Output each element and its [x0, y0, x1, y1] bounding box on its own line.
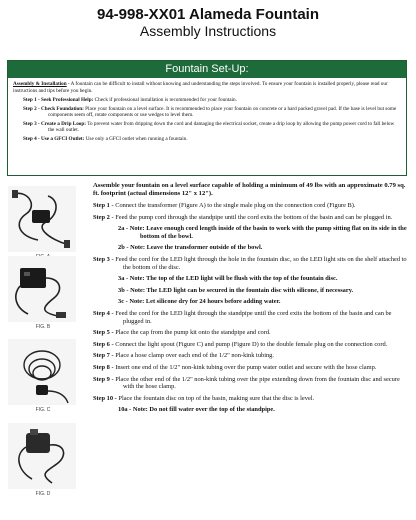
- figure-d: [8, 423, 78, 497]
- assembly-step: [93, 202, 409, 210]
- connection-cord-image: [8, 256, 76, 322]
- assembly-step-number: Step 8 -: [93, 363, 114, 371]
- light-spout-image: [8, 339, 76, 405]
- setup-box: [7, 60, 407, 176]
- setup-step-label: Step 3 - Create a Drip Loop:: [23, 120, 87, 127]
- assembly-step-text: Place the fountain disc on top of the basin, making sure that the disc is level.: [116, 394, 315, 402]
- setup-step-1: [23, 97, 401, 104]
- setup-intro: [13, 81, 401, 94]
- assembly-step-text: Insert one end of the 1/2" non-kink tubing over the pump water outlet and secure with the hose clamp.: [113, 363, 377, 371]
- assembly-step: [93, 376, 409, 391]
- assembly-step-text: Feed the pump cord through the standpipe until the cord exits the bottom of the basin and can be plugged in.: [113, 213, 393, 221]
- setup-step-3: [23, 121, 401, 134]
- assembly-step: [93, 395, 409, 403]
- setup-body: [8, 78, 406, 142]
- assembly-step-number: Step 7 -: [93, 352, 114, 360]
- document-header: [0, 6, 416, 40]
- setup-step-label: Step 1 - Seek Professional Help:: [23, 97, 94, 103]
- assembly-step: [93, 364, 409, 372]
- assembly-step-text: Place the cap from the pump kit onto the standpipe and cord.: [113, 329, 271, 337]
- assembly-step-text: Feed the cord for the LED light through the standpipe until the cord exits the bottom of the basin and can be plugged in.: [113, 309, 392, 325]
- assembly-step: [93, 310, 409, 325]
- assembly-step-text: Place the other end of the 1/2" non-kink tubing over the pipe extending down from the fountain disc and secure with the hose clamp.: [113, 375, 400, 391]
- assembly-step-number: Step 5 -: [93, 329, 114, 337]
- assembly-step-number: Step 3 -: [93, 255, 114, 263]
- assembly-step-number: Step 2 -: [93, 213, 114, 221]
- assembly-step-text: Connect the light spout (Figure C) and pump (Figure D) to the double female plug on the connection cord.: [113, 340, 388, 348]
- setup-intro-label: Assembly & Installation: [13, 81, 67, 87]
- setup-step-text: Use only a GFCI outlet when running a fountain.: [84, 135, 188, 142]
- assembly-step: [93, 329, 409, 337]
- figure-c-caption: FIG. C: [35, 407, 51, 413]
- setup-step-text: Place your fountain on a level surface. It is recommended to place your fountain on concrete or a hard packed gravel pad. If the base is level but some components seem off, rotate components or use wedges to level them.: [48, 105, 397, 118]
- figure-d-caption: FIG. D: [35, 491, 51, 497]
- assembly-step-number: Step 10 -: [93, 394, 117, 402]
- figure-b-caption: FIG. B: [35, 324, 51, 330]
- setup-step-2: [23, 106, 401, 119]
- assembly-step: [93, 341, 409, 349]
- assembly-note: 3a - Note: The top of the LED light will be flush with the top of the fountain disc.: [118, 275, 338, 283]
- assembly-step: [93, 256, 409, 271]
- pump-image: [8, 423, 76, 489]
- setup-step-label: Step 2 - Check Foundation:: [23, 105, 84, 112]
- assembly-step: [93, 352, 409, 360]
- assembly-note: 3c - Note: Let silicone dry for 24 hours before adding water.: [118, 298, 281, 306]
- assembly-step: [93, 214, 409, 222]
- setup-intro-text: - A fountain can be difficult to install without knowing and understanding the steps involved. To ensure your fountain is installed properly, please read our instructions and tips before you begin.: [13, 81, 388, 94]
- figure-c: [8, 339, 78, 413]
- setup-step-4: [23, 136, 401, 143]
- assembly-note: 2a - Note: Leave enough cord length inside of the basin to work with the pump sitting flat on its side in the bottom of the bowl.: [118, 225, 407, 240]
- assembly-step-number: Step 4 -: [93, 309, 114, 317]
- setup-step-text: To prevent water from dripping down the cord and damaging the electrical socket, create a drip loop by allowing the pump power cord to fall below the wall outlet.: [48, 120, 395, 133]
- assembly-note: 3b - Note: The LED light can be secured in the fountain disc with silicone, if necessary.: [118, 286, 354, 294]
- document-subtitle: Assembly Instructions: [139, 23, 277, 39]
- assembly-step-number: Step 9 -: [93, 375, 114, 383]
- assembly-note: 2b - Note: Leave the transformer outside of the bowl.: [118, 244, 263, 252]
- assembly-note: 10a - Note: Do not fill water over the top of the standpipe.: [118, 406, 275, 414]
- figure-b: [8, 256, 78, 330]
- assembly-step-number: Step 6 -: [93, 340, 114, 348]
- assembly-step-text: Feed the cord for the LED light through the hole in the fountain disc, so the LED light sits on the shelf attached to the bottom of the disc.: [113, 255, 407, 271]
- setup-heading: Fountain Set-Up:: [8, 61, 406, 78]
- assembly-intro: Assemble your fountain on a level surface capable of holding a minimum of 49 lbs with an approximate 0.79 sq. ft. footprint (actual dimensions 12" x 12").: [93, 182, 406, 197]
- assembly-step-text: Place a hose clamp over each end of the 1/2" non-kink tubing.: [113, 352, 274, 360]
- assembly-steps: [93, 182, 409, 418]
- assembly-step-list: [93, 202, 409, 414]
- document-title: 94-998-XX01 Alameda Fountain: [96, 6, 320, 23]
- transformer-image: [8, 186, 76, 252]
- figure-a: [8, 186, 78, 260]
- setup-step-text: Check if professional installation is recommended for your fountain.: [93, 97, 237, 103]
- setup-step-label: Step 4 - Use a GFCI Outlet:: [23, 135, 85, 142]
- assembly-step-text: Connect the transformer (Figure A) to the single male plug on the connection cord (Figure B).: [113, 202, 356, 209]
- assembly-step-number: Step 1 -: [93, 202, 114, 209]
